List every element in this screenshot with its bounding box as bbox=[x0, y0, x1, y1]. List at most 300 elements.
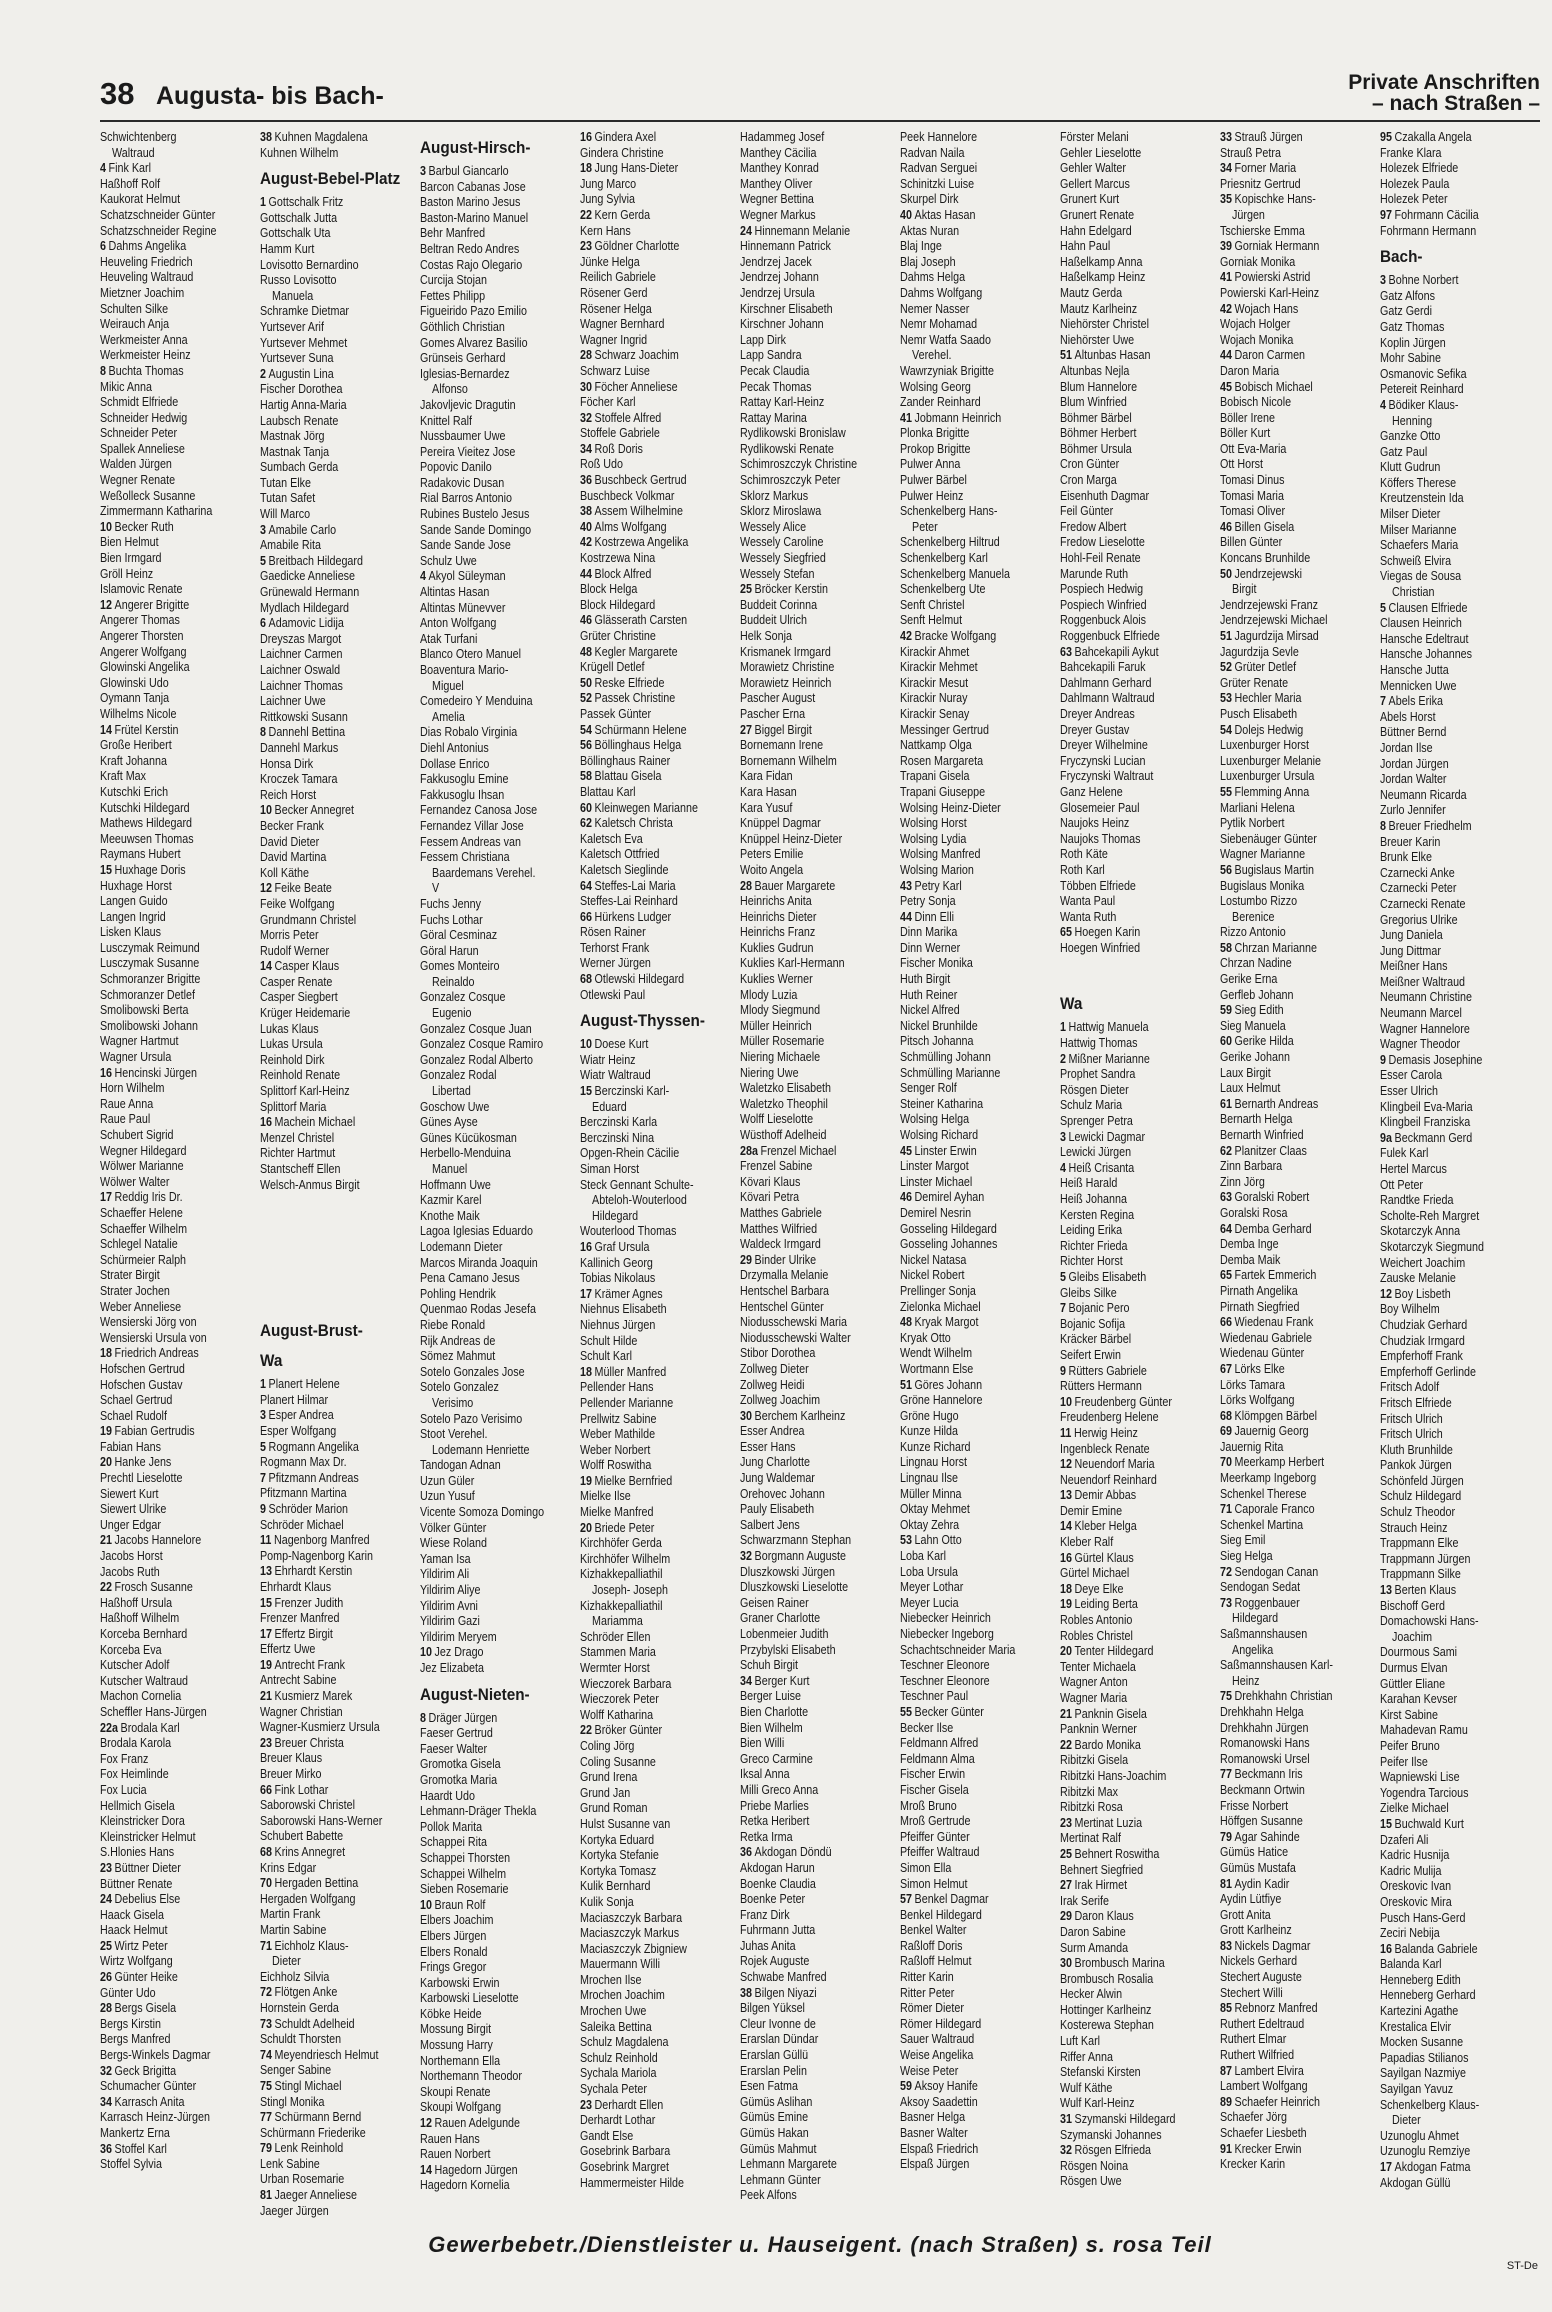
resident-name: Jendrzej Ursula bbox=[740, 285, 815, 300]
resident-name: Mielke Ilse bbox=[580, 1489, 631, 1504]
resident-name: Kuklies Gudrun bbox=[740, 940, 814, 955]
resident-name: Jürgen bbox=[1232, 207, 1265, 222]
resident-name: Bilgen Yüksel bbox=[740, 2001, 805, 2016]
resident-name: Priesnitz Gertrud bbox=[1220, 176, 1301, 191]
house-number: 34 bbox=[740, 1673, 752, 1688]
resident-name: Lodemann Dieter bbox=[420, 1239, 503, 1254]
resident-name: Sklorz Miroslawa bbox=[740, 504, 822, 519]
directory-entry bbox=[580, 1911, 718, 1927]
directory-entry bbox=[580, 333, 718, 349]
resident-name: Dinn Elli bbox=[914, 909, 954, 924]
resident-name: Sprenger Petra bbox=[1060, 1114, 1133, 1129]
directory-entry bbox=[740, 1767, 878, 1783]
house-number: 11 bbox=[260, 1533, 272, 1548]
resident-name: Wulf Käthe bbox=[1060, 2080, 1113, 2095]
directory-entry bbox=[1220, 1144, 1358, 1160]
resident-name: Friedrich Andreas bbox=[114, 1346, 199, 1361]
resident-name: Dluszkowski Lieselotte bbox=[740, 1580, 849, 1595]
resident-name: Niering Michaele bbox=[740, 1050, 821, 1065]
resident-name: Hattwig Manuela bbox=[1068, 1020, 1149, 1035]
resident-name: Holezek Peter bbox=[1380, 192, 1448, 207]
resident-name: Baardemans Verehel. bbox=[432, 865, 536, 880]
resident-name: Rütters Hermann bbox=[1060, 1379, 1142, 1394]
directory-entry bbox=[900, 691, 1038, 707]
directory-entry bbox=[1060, 1145, 1198, 1161]
resident-name: Laux Helmut bbox=[1220, 1081, 1281, 1096]
directory-entry bbox=[1380, 367, 1518, 383]
resident-name: Karrasch Heinz-Jürgen bbox=[100, 2110, 210, 2125]
directory-entry bbox=[420, 2163, 558, 2179]
resident-name: Amelia bbox=[432, 709, 465, 724]
directory-entry bbox=[1380, 1412, 1518, 1428]
resident-name: Drehkhahn Jürgen bbox=[1220, 1720, 1309, 1735]
resident-name: Barcon Cabanas Jose bbox=[420, 179, 526, 194]
resident-name: Wolsing Heinz-Dieter bbox=[900, 800, 1001, 815]
house-number: 12 bbox=[100, 597, 112, 612]
house-number: 68 bbox=[580, 972, 592, 987]
directory-entry bbox=[580, 1380, 718, 1396]
resident-name: Jauernig Georg bbox=[1234, 1424, 1309, 1439]
directory-entry bbox=[1060, 1020, 1198, 1036]
resident-name: Mossung Harry bbox=[420, 2038, 493, 2053]
directory-entry bbox=[420, 1193, 558, 1209]
directory-entry bbox=[1220, 1565, 1358, 1581]
header-rule bbox=[100, 120, 1540, 122]
resident-name: Ribitzki Gisela bbox=[1060, 1753, 1129, 1768]
resident-name: Frisse Norbert bbox=[1220, 1798, 1289, 1813]
resident-name: Schult Karl bbox=[580, 1349, 632, 1364]
resident-name: Peters Emilie bbox=[740, 847, 804, 862]
resident-name: Fredow Lieselotte bbox=[1060, 535, 1145, 550]
directory-entry bbox=[420, 289, 558, 305]
resident-name: Müller Heinrich bbox=[740, 1018, 812, 1033]
directory-entry bbox=[1060, 676, 1198, 692]
resident-name: Fritsch Ulrich bbox=[1380, 1411, 1443, 1426]
directory-entry bbox=[1380, 1911, 1518, 1927]
directory-entry bbox=[1060, 1208, 1198, 1224]
directory-entry bbox=[1060, 1597, 1198, 1613]
house-number: 48 bbox=[580, 644, 592, 659]
directory-entry bbox=[740, 1799, 878, 1815]
resident-name: Fryczynski Lucian bbox=[1060, 753, 1146, 768]
directory-entry bbox=[260, 757, 398, 773]
directory-entry bbox=[1380, 1302, 1518, 1318]
directory-entry bbox=[260, 1720, 398, 1736]
directory-entry bbox=[1060, 224, 1198, 240]
house-number: 5 bbox=[260, 553, 266, 568]
resident-name: Pellender Hans bbox=[580, 1380, 654, 1395]
directory-entry bbox=[580, 426, 718, 442]
directory-entry bbox=[1060, 1551, 1198, 1567]
resident-name: Zauske Melanie bbox=[1380, 1271, 1456, 1286]
resident-name: Schappei Wilhelm bbox=[420, 1866, 507, 1881]
resident-name: Niebecker Ingeborg bbox=[900, 1627, 994, 1641]
directory-entry bbox=[1220, 2064, 1358, 2080]
resident-name: Augustin Lina bbox=[268, 366, 334, 381]
directory-entry bbox=[740, 442, 878, 458]
directory-entry bbox=[1220, 988, 1358, 1004]
resident-name: Wüsthoff Adelheid bbox=[740, 1128, 827, 1142]
directory-entry bbox=[580, 1677, 718, 1693]
resident-name: Stingl Michael bbox=[274, 2078, 342, 2093]
directory-entry bbox=[100, 255, 238, 271]
resident-name: Schaeffer Wilhelm bbox=[100, 1221, 188, 1236]
directory-entry bbox=[100, 1346, 238, 1362]
house-number: 22 bbox=[580, 1723, 592, 1738]
directory-entry bbox=[100, 972, 238, 988]
resident-name: Splittorf Maria bbox=[260, 1099, 327, 1114]
directory-entry bbox=[900, 411, 1038, 427]
directory-entry bbox=[900, 2110, 1038, 2126]
resident-name: Gindera Axel bbox=[594, 130, 657, 144]
directory-entry bbox=[740, 2048, 878, 2064]
directory-entry bbox=[900, 1362, 1038, 1378]
resident-name: Karrasch Anita bbox=[114, 2094, 185, 2109]
resident-name: Elbers Jürgen bbox=[420, 1928, 487, 1943]
resident-name: Pfitzmann Martina bbox=[260, 1486, 347, 1501]
directory-entry bbox=[580, 1115, 718, 1131]
directory-entry bbox=[420, 1960, 558, 1976]
directory-entry bbox=[1060, 270, 1198, 286]
directory-entry bbox=[1380, 1427, 1518, 1443]
directory-entry bbox=[260, 1068, 398, 1084]
directory-entry bbox=[1220, 1814, 1358, 1830]
resident-name: Forner Maria bbox=[1234, 161, 1297, 176]
resident-name: Juhas Anita bbox=[740, 1938, 796, 1953]
resident-name: Gonzalez Cosque Ramiro bbox=[420, 1037, 544, 1052]
resident-name: Kizhakkepalliathil bbox=[580, 1567, 663, 1582]
directory-entry bbox=[900, 380, 1038, 396]
resident-name: Fischer Dorothea bbox=[260, 382, 343, 397]
resident-name: Fuhrmann Jutta bbox=[740, 1923, 816, 1938]
resident-name: Christian bbox=[1392, 585, 1435, 600]
directory-entry bbox=[420, 585, 558, 601]
directory-entry bbox=[260, 975, 398, 991]
resident-name: Machon Cornelia bbox=[100, 1689, 182, 1704]
resident-name: Wieczorek Peter bbox=[580, 1692, 659, 1707]
directory-entry bbox=[260, 1611, 398, 1627]
resident-name: Mroß Bruno bbox=[900, 1798, 957, 1813]
directory-entry bbox=[1060, 2159, 1198, 2175]
resident-name: Wolsing Richard bbox=[900, 1128, 979, 1142]
directory-entry bbox=[740, 2142, 878, 2158]
directory-entry bbox=[100, 1892, 238, 1908]
directory-entry bbox=[100, 2048, 238, 2064]
resident-name: Frenzel Michael bbox=[760, 1143, 837, 1158]
resident-name: Krämer Agnes bbox=[594, 1286, 663, 1301]
directory-entry bbox=[1220, 317, 1358, 333]
resident-name: Prechtl Lieselotte bbox=[100, 1471, 183, 1486]
resident-name: Schaefer Heinrich bbox=[1234, 2094, 1320, 2109]
directory-entry bbox=[1060, 1613, 1198, 1629]
directory-entry bbox=[260, 1053, 398, 1069]
house-number: 63 bbox=[1060, 644, 1072, 659]
directory-entry bbox=[580, 317, 718, 333]
directory-entry bbox=[740, 1565, 878, 1581]
resident-name: Aktas Hasan bbox=[914, 207, 976, 222]
directory-entry bbox=[580, 1068, 718, 1084]
resident-name: Angerer Thorsten bbox=[100, 629, 184, 643]
directory-entry bbox=[900, 2032, 1038, 2048]
house-number: 40 bbox=[580, 519, 592, 534]
directory-entry bbox=[1060, 1660, 1198, 1676]
resident-name: Wegner Renate bbox=[100, 473, 176, 488]
resident-name: Kadric Husnija bbox=[1380, 1848, 1450, 1863]
directory-entry bbox=[260, 538, 398, 554]
resident-name: Cleur Ivonne de bbox=[740, 2016, 816, 2031]
directory-entry bbox=[740, 1627, 878, 1643]
directory-entry bbox=[1380, 1677, 1518, 1693]
directory-entry bbox=[1380, 1614, 1518, 1630]
house-number: 24 bbox=[740, 223, 752, 238]
resident-name: Gonzalez Cosque Juan bbox=[420, 1021, 532, 1036]
house-number: 85 bbox=[1220, 2001, 1232, 2016]
directory-entry bbox=[100, 130, 238, 146]
house-number: 62 bbox=[1220, 1143, 1232, 1158]
directory-entry bbox=[580, 1365, 718, 1381]
directory-entry bbox=[900, 879, 1038, 895]
directory-entry bbox=[1220, 1112, 1358, 1128]
resident-name: Akdogan Güllü bbox=[1380, 2175, 1451, 2190]
directory-entry bbox=[420, 1711, 558, 1727]
directory-entry bbox=[1060, 785, 1198, 801]
resident-name: Kryak Otto bbox=[900, 1330, 951, 1345]
directory-entry bbox=[1380, 1037, 1518, 1053]
house-number: 65 bbox=[1060, 925, 1072, 940]
house-number: 19 bbox=[100, 1424, 112, 1439]
resident-name: Trapani Gisela bbox=[900, 769, 970, 784]
directory-entry bbox=[100, 1814, 238, 1830]
directory-entry bbox=[100, 1799, 238, 1815]
resident-name: Altunbas Nejla bbox=[1060, 363, 1130, 378]
resident-name: Loba Ursula bbox=[900, 1564, 958, 1579]
directory-entry bbox=[420, 1053, 558, 1069]
resident-name: Naujoks Heinz bbox=[1060, 816, 1130, 831]
resident-name: Uzun Güler bbox=[420, 1473, 475, 1488]
resident-name: Mertinat Luzia bbox=[1074, 1815, 1143, 1830]
house-number: 19 bbox=[580, 1473, 592, 1488]
house-number: 38 bbox=[580, 504, 592, 519]
directory-entry bbox=[100, 2064, 238, 2080]
directory-entry bbox=[1220, 1861, 1358, 1877]
directory-entry bbox=[580, 1614, 718, 1630]
resident-name: Beckmann Gerd bbox=[1394, 1130, 1473, 1145]
directory-entry bbox=[900, 676, 1038, 692]
resident-name: Passek Christine bbox=[594, 691, 676, 706]
directory-entry bbox=[100, 239, 238, 255]
directory-entry bbox=[260, 632, 398, 648]
resident-name: Popovic Danilo bbox=[420, 460, 492, 475]
directory-entry bbox=[580, 473, 718, 489]
resident-name: Schulz Theodor bbox=[1380, 1505, 1456, 1520]
resident-name: Mietzner Joachim bbox=[100, 285, 185, 300]
resident-name: Laux Birgit bbox=[1220, 1065, 1271, 1080]
directory-entry bbox=[900, 457, 1038, 473]
resident-name: Schmülling Johann bbox=[900, 1050, 991, 1065]
resident-name: Akdogan Harun bbox=[740, 1860, 815, 1875]
directory-entry bbox=[420, 1334, 558, 1350]
resident-name: Raßloff Helmut bbox=[900, 1954, 972, 1969]
directory-entry bbox=[900, 2157, 1038, 2173]
directory-entry bbox=[1220, 598, 1358, 614]
directory-entry bbox=[740, 1923, 878, 1939]
directory-entry bbox=[900, 364, 1038, 380]
directory-entry bbox=[420, 1146, 558, 1162]
resident-name: Schappei Thorsten bbox=[420, 1850, 511, 1865]
house-number: 20 bbox=[1060, 1644, 1072, 1659]
directory-entry bbox=[260, 351, 398, 367]
directory-entry bbox=[420, 2038, 558, 2054]
resident-name: Schachtschneider Maria bbox=[900, 1642, 1016, 1657]
directory-entry bbox=[900, 1378, 1038, 1394]
directory-entry bbox=[740, 1081, 878, 1097]
house-number: 60 bbox=[580, 800, 592, 815]
resident-name: Gonzalez Cosque bbox=[420, 990, 506, 1005]
resident-name: Wolsing Manfred bbox=[900, 847, 981, 862]
resident-name: Wiatr Heinz bbox=[580, 1052, 636, 1067]
resident-name: Strater Jochen bbox=[100, 1283, 170, 1298]
directory-entry bbox=[1060, 707, 1198, 723]
resident-name: Huxhage Horst bbox=[100, 878, 172, 893]
directory-entry bbox=[1060, 1644, 1198, 1660]
house-number: 19 bbox=[1060, 1597, 1072, 1612]
directory-entry bbox=[1220, 1066, 1358, 1082]
resident-name: Jendrzejewski bbox=[1234, 566, 1303, 581]
resident-name: Schumacher Günter bbox=[100, 2079, 197, 2094]
resident-name: Zinn Jörg bbox=[1220, 1174, 1265, 1189]
directory-entry bbox=[740, 1112, 878, 1128]
directory-entry bbox=[1060, 1161, 1198, 1177]
directory-entry bbox=[100, 1471, 238, 1487]
resident-name: Hergaden Bettina bbox=[274, 1876, 359, 1891]
resident-name: Kizhakkepalliathil bbox=[580, 1598, 663, 1613]
directory-entry bbox=[900, 286, 1038, 302]
resident-name: Becker Ilse bbox=[900, 1720, 954, 1735]
resident-name: Papadias Stilianos bbox=[1380, 2050, 1469, 2065]
directory-entry bbox=[100, 723, 238, 739]
house-number: 70 bbox=[260, 1876, 272, 1891]
directory-entry bbox=[1220, 723, 1358, 739]
directory-entry bbox=[580, 1801, 718, 1817]
directory-entry bbox=[1060, 2112, 1198, 2128]
resident-name: Nickels Dagmar bbox=[1234, 1938, 1311, 1953]
directory-entry bbox=[1380, 1068, 1518, 1084]
directory-column bbox=[1380, 130, 1540, 2220]
resident-name: Dahlmann Waltraud bbox=[1060, 691, 1155, 706]
resident-name: Lahn Otto bbox=[914, 1533, 962, 1548]
directory-entry bbox=[1060, 473, 1198, 489]
resident-name: Reinhold Renate bbox=[260, 1068, 341, 1083]
resident-name: Wagner Hartmut bbox=[100, 1034, 179, 1049]
directory-entry bbox=[1380, 429, 1518, 445]
directory-entry bbox=[740, 348, 878, 364]
directory-entry bbox=[260, 507, 398, 523]
directory-entry bbox=[900, 832, 1038, 848]
directory-entry bbox=[420, 195, 558, 211]
resident-name: Bardo Monika bbox=[1074, 1737, 1141, 1752]
resident-name: Benkel Dagmar bbox=[914, 1892, 989, 1907]
directory-entry bbox=[1060, 1519, 1198, 1535]
resident-name: Skoupi Renate bbox=[420, 2084, 491, 2099]
directory-entry bbox=[1060, 1317, 1198, 1333]
resident-name: Kulik Sonja bbox=[580, 1894, 634, 1909]
resident-name: Naujoks Thomas bbox=[1060, 831, 1141, 846]
directory-entry bbox=[420, 1022, 558, 1038]
directory-entry bbox=[420, 990, 558, 1006]
directory-entry bbox=[740, 1611, 878, 1627]
resident-name: Wermter Horst bbox=[580, 1661, 650, 1675]
directory-entry bbox=[900, 1066, 1038, 1082]
resident-name: Dourmous Sami bbox=[1380, 1645, 1458, 1660]
resident-name: Welsch-Anmus Birgit bbox=[260, 1177, 360, 1192]
directory-entry bbox=[1220, 676, 1358, 692]
resident-name: Trappmann Elke bbox=[1380, 1536, 1459, 1551]
directory-entry bbox=[260, 1658, 398, 1674]
resident-name: Zollweg Joachim bbox=[740, 1393, 821, 1408]
resident-name: Fox Franz bbox=[100, 1751, 149, 1766]
resident-name: Senger Sabine bbox=[260, 2063, 332, 2078]
directory-entry bbox=[900, 317, 1038, 333]
house-number: 7 bbox=[1380, 694, 1386, 709]
resident-name: Yildirim Aliye bbox=[420, 1583, 481, 1598]
directory-entry bbox=[420, 632, 558, 648]
resident-name: Peifer Bruno bbox=[1380, 1738, 1440, 1753]
directory-entry bbox=[260, 1564, 398, 1580]
resident-name: Kövari Klaus bbox=[740, 1174, 801, 1189]
directory-entry bbox=[740, 691, 878, 707]
directory-entry bbox=[580, 769, 718, 785]
resident-name: Wanta Ruth bbox=[1060, 909, 1117, 924]
resident-name: Beckmann Iris bbox=[1234, 1767, 1303, 1782]
resident-name: Wolsing Lydia bbox=[900, 831, 967, 846]
resident-name: Esper Andrea bbox=[268, 1408, 334, 1423]
directory-entry bbox=[100, 1190, 238, 1206]
resident-name: Bohne Norbert bbox=[1388, 273, 1459, 288]
resident-name: Henneberg Gerhard bbox=[1380, 1988, 1476, 2003]
resident-name: Abels Horst bbox=[1380, 709, 1436, 724]
house-number: 52 bbox=[580, 691, 592, 706]
resident-name: Mossung Birgit bbox=[420, 2022, 492, 2037]
resident-name: Kosterewa Stephan bbox=[1060, 2018, 1154, 2033]
resident-name: Stechert Willi bbox=[1220, 1985, 1283, 2000]
house-number: 11 bbox=[1060, 1425, 1072, 1440]
resident-name: Fulek Karl bbox=[1380, 1146, 1429, 1161]
resident-name: Boenke Claudia bbox=[740, 1876, 816, 1891]
resident-name: Mautz Karlheinz bbox=[1060, 301, 1138, 316]
resident-name: Schmülling Marianne bbox=[900, 1065, 1001, 1080]
resident-name: Kopischke Hans- bbox=[1234, 192, 1316, 207]
directory-entry bbox=[100, 1362, 238, 1378]
resident-name: Sieg Emil bbox=[1220, 1533, 1266, 1548]
directory-entry bbox=[100, 270, 238, 286]
directory-entry bbox=[1380, 1178, 1518, 1194]
resident-name: Freudenberg Helene bbox=[1060, 1410, 1159, 1425]
resident-name: Mrochen Uwe bbox=[580, 2004, 647, 2019]
street-heading: Bach- bbox=[1380, 247, 1423, 267]
directory-entry bbox=[740, 224, 878, 240]
directory-entry bbox=[580, 645, 718, 661]
directory-entry bbox=[1220, 426, 1358, 442]
directory-entry bbox=[580, 1146, 718, 1162]
resident-name: Wapniewski Lise bbox=[1380, 1770, 1460, 1785]
directory-entry bbox=[1380, 881, 1518, 897]
resident-name: Richter Frieda bbox=[1060, 1238, 1128, 1253]
resident-name: Wagner Theodor bbox=[1380, 1037, 1461, 1052]
house-number: 20 bbox=[580, 1520, 592, 1535]
resident-name: Sychala Peter bbox=[580, 2082, 647, 2097]
directory-entry bbox=[900, 1331, 1038, 1347]
directory-entry bbox=[260, 850, 398, 866]
